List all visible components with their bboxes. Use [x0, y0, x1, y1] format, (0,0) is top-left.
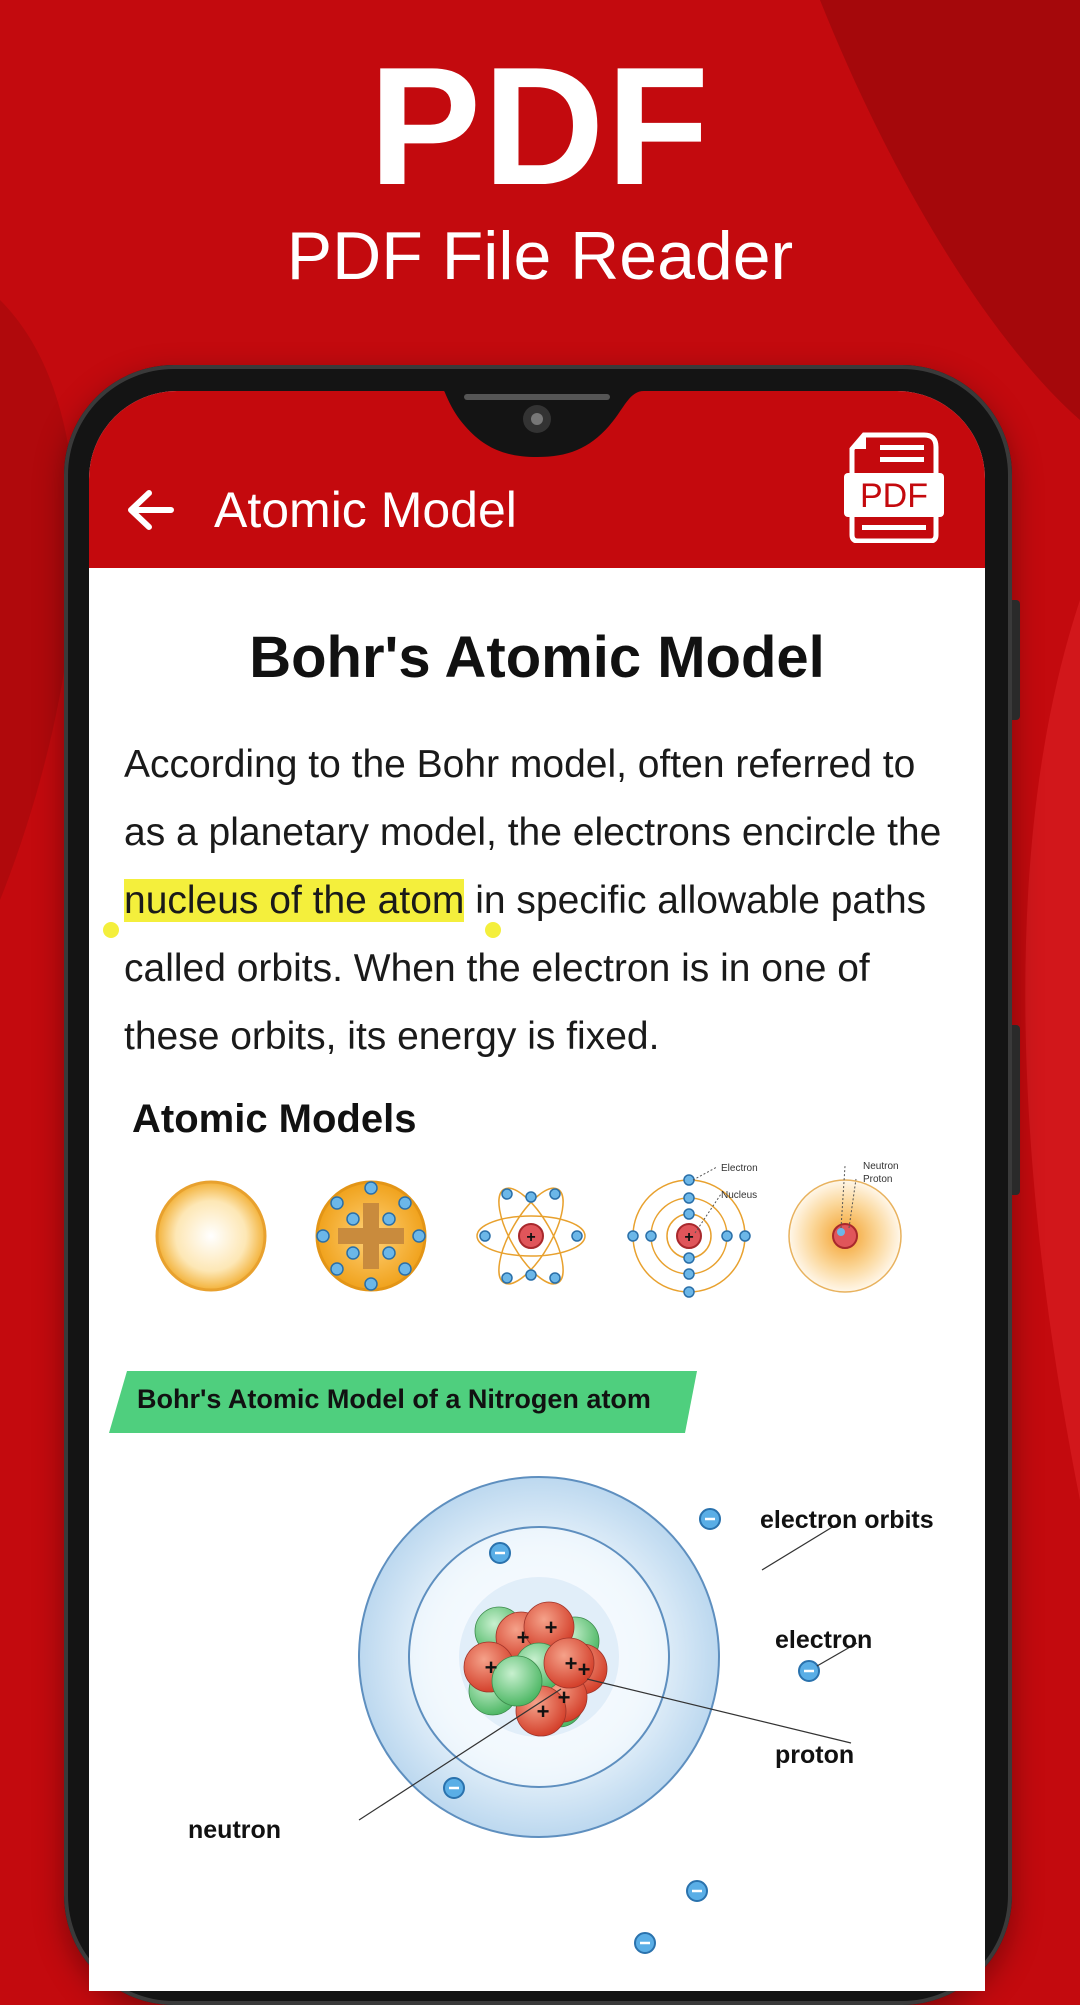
svg-text:+: + [557, 1685, 571, 1710]
models-label-proton: Proton [863, 1174, 893, 1185]
highlighted-text[interactable]: nucleus of the atom [124, 879, 465, 922]
label-electron: electron [775, 1626, 873, 1654]
svg-text:+: + [564, 1651, 578, 1676]
phone-side-button [1012, 1025, 1020, 1195]
paragraph-text: According to the Bohr model, often referred to as a planetary model, the electrons encircle the [124, 743, 942, 854]
svg-text:+: + [484, 1655, 498, 1680]
app-bar-title: Atomic Model [214, 482, 517, 538]
svg-text:+: + [544, 1615, 558, 1640]
selection-handle-start[interactable] [103, 922, 119, 938]
svg-text:+: + [684, 1229, 694, 1246]
models-label-neutron: Neutron [863, 1161, 899, 1172]
label-proton: proton [775, 1741, 855, 1769]
nitrogen-banner-text: Bohr's Atomic Model of a Nitrogen atom [137, 1384, 651, 1414]
paragraph-text: in specific allowable paths called orbits. When the electron is in one of these orbits, its energy is fixed. [124, 879, 927, 1058]
svg-text:+: + [516, 1625, 530, 1650]
app-bar [89, 391, 985, 568]
document-paragraph [124, 731, 954, 1071]
phone-screen [89, 391, 985, 1991]
svg-text:+: + [526, 1229, 536, 1246]
models-label-nucleus: Nucleus [721, 1190, 758, 1201]
svg-text:+: + [577, 1657, 591, 1682]
document-title: Bohr's Atomic Model [249, 625, 825, 690]
pdf-logo-text: PDF [860, 477, 928, 515]
label-neutron: neutron [188, 1816, 282, 1844]
selection-handle-end[interactable] [485, 922, 501, 938]
nitrogen-atom-diagram [89, 1471, 985, 1991]
svg-text:+: + [536, 1699, 550, 1724]
label-electron-orbits: electron orbits [760, 1506, 934, 1534]
hero-subtitle: PDF File Reader [286, 218, 794, 294]
back-arrow-icon[interactable] [125, 487, 175, 533]
atomic-models-illustration [89, 1161, 985, 1311]
hero-title: PDF [369, 32, 711, 220]
pdf-file-icon[interactable] [844, 431, 944, 543]
phone-side-button [1012, 600, 1020, 720]
models-label-electron: Electron [721, 1163, 758, 1174]
section-heading: Atomic Models [132, 1097, 417, 1141]
